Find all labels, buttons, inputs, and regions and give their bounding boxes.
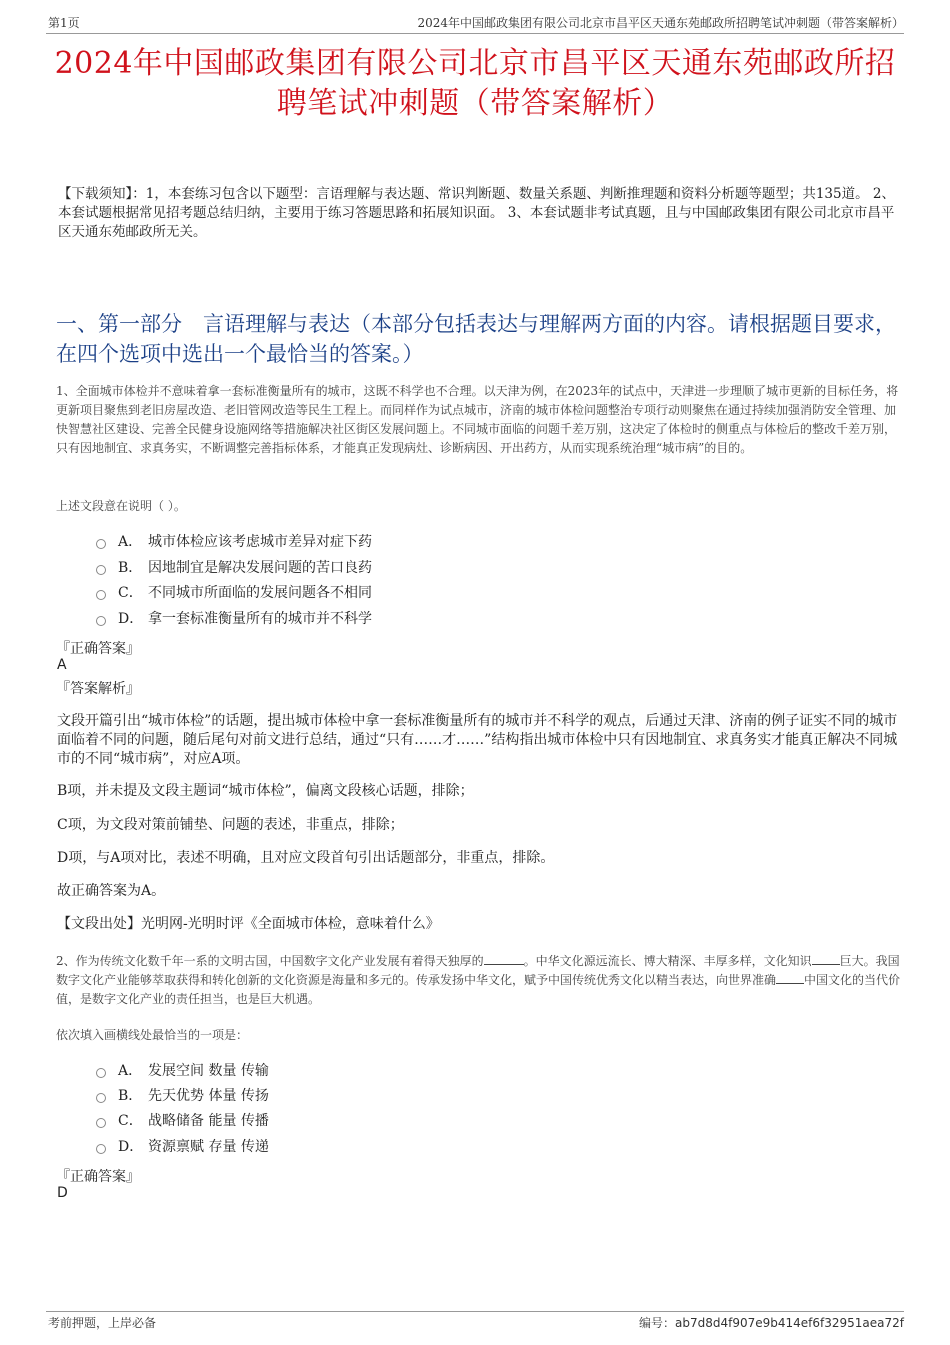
fill-blank-2 (812, 952, 840, 965)
question-1-prompt: 上述文段意在说明（ ）。 (56, 499, 186, 513)
title-line-2: 聘笔试冲刺题（带答案解析） (276, 86, 674, 121)
running-header (48, 14, 904, 34)
q2-option-d[interactable]: D． 资源禀赋 存量 传递 (96, 1137, 269, 1157)
question-1-stem: 1、全面城市体检并不意味着拿一套标准衡量所有的城市，这既不科学也不合理。以天津为例，在2023年的试点中，天津进一步理顺了城市更新的目标任务，将更新项目聚焦到老旧房屋改造、老旧管网改造等民生工程上。而同样作为试点城市，济南的城市体检问题整治专项行动则聚焦在通过持续加强消防安全管理、加快智慧社区建设、完善全民健身设施网络等措施解决社区街区发展问题上。不同城市面临的问题千差万别，这决定了体检时的侧重点与体检后的整改千差万别，只有因地制宜、求真务实，不断调整完善指标体系，才能真正发现病灶、诊断病因、开出药方，从而实现系统治理“城市病”的目的。 (56, 384, 899, 455)
q1-option-b[interactable]: B． 因地制宜是解决发展问题的苦口良药 (96, 558, 372, 578)
fill-blank-3 (776, 971, 804, 984)
radio-icon[interactable] (96, 1093, 106, 1103)
radio-icon[interactable] (96, 1068, 106, 1078)
radio-icon[interactable] (96, 1144, 106, 1154)
q1-analysis-conclusion: 故正确答案为A。 (57, 883, 166, 899)
q2-answer-label: 『正确答案』 (56, 1169, 140, 1185)
q1-option-a[interactable]: A． 城市体检应该考虑城市差异对症下药 (96, 532, 372, 552)
q1-analysis-paragraph: 文段开篇引出“城市体检”的话题，提出城市体检中拿一套标准衡量所有的城市并不科学的观点，后通过天津、济南的例子证实不同的城市面临着不同的问题，随后尾句对前文进行总结，通过“只有……才……”结构指出城市体检中只有因地制宜、求真务实才能真正解决不同城市的不同“城市病”，对应A项。 (57, 713, 898, 767)
q2-option-b[interactable]: B． 先天优势 体量 传扬 (96, 1086, 269, 1106)
radio-icon[interactable] (96, 539, 106, 549)
q1-analysis-label: 『答案解析』 (56, 681, 140, 697)
q1-analysis-option-b: B项，并未提及文段主题词“城市体检”，偏离文段核心话题，排除； (57, 783, 474, 799)
radio-icon[interactable] (96, 590, 106, 600)
page-number: 第1页 (48, 16, 80, 30)
section-heading: 一、第一部分 言语理解与表达（本部分包括表达与理解两方面的内容。请根据题目要求，在四个选项中选出一个最恰当的答案。） (56, 312, 896, 366)
document-title (40, 44, 910, 124)
q2-option-a[interactable]: A． 发展空间 数量 传输 (96, 1061, 269, 1081)
download-notice: 【下载须知】：1，本套练习包含以下题型：言语理解与表达题、常识判断题、数量关系题、判断推理题和资料分析题等题型；共135道。 2、本套试题根据常见招考题总结归纳，主要用于练习答题思路和拓展知识面。 3、本套试题非考试真题，且与中国邮政集团有限公司北京市昌平区天通东苑邮政所无关。 (58, 186, 895, 240)
footer-slogan: 考前押题，上岸必备 (48, 1316, 157, 1330)
radio-icon[interactable] (96, 1118, 106, 1128)
radio-icon[interactable] (96, 616, 106, 626)
running-title: 2024年中国邮政集团有限公司北京市昌平区天通东苑邮政所招聘笔试冲刺题（带答案解析） (417, 16, 904, 30)
question-2-stem: 2、作为传统文化数千年一系的文明古国，中国数字文化产业发展有着得天独厚的 。中华文化源远流长、博大精深、丰厚多样，文化知识 巨大。我国数字文化产业能够萃取获得和转化创新的文化资源是海量和多元的。传承发扬中华文化，赋予中国传统优秀文化以精当表达，向世界准确 中国文化的当代价值，是数字文化产业的责任担当，也是巨大机遇。 (56, 954, 901, 1006)
title-line-1: 2024年中国邮政集团有限公司北京市昌平区天通东苑邮政所招 (54, 46, 896, 81)
q1-source: 【文段出处】光明网-光明时评《全面城市体检，意味着什么》 (57, 916, 440, 932)
fill-blank-1 (484, 952, 524, 965)
footer-divider (46, 1311, 904, 1312)
q1-answer-value: A (57, 657, 67, 673)
q2-answer-value: D (57, 1185, 68, 1201)
question-2-prompt: 依次填入画横线处最恰当的一项是： (56, 1028, 249, 1042)
document-id: 编号：ab7d8d4f907e9b414ef6f32951aea72f (638, 1316, 904, 1330)
radio-icon[interactable] (96, 565, 106, 575)
q1-answer-label: 『正确答案』 (56, 641, 140, 657)
header-divider (46, 33, 904, 34)
q1-analysis-option-d: D项，与A项对比，表述不明确，且对应文段首句引出话题部分，非重点，排除。 (57, 850, 555, 866)
q1-option-d[interactable]: D． 拿一套标准衡量所有的城市并不科学 (96, 609, 372, 629)
q2-option-c[interactable]: C． 战略储备 能量 传播 (96, 1111, 269, 1131)
q1-analysis-option-c: C项，为文段对策前铺垫、问题的表述，非重点，排除； (57, 817, 404, 833)
q1-option-c[interactable]: C． 不同城市所面临的发展问题各不相同 (96, 583, 372, 603)
